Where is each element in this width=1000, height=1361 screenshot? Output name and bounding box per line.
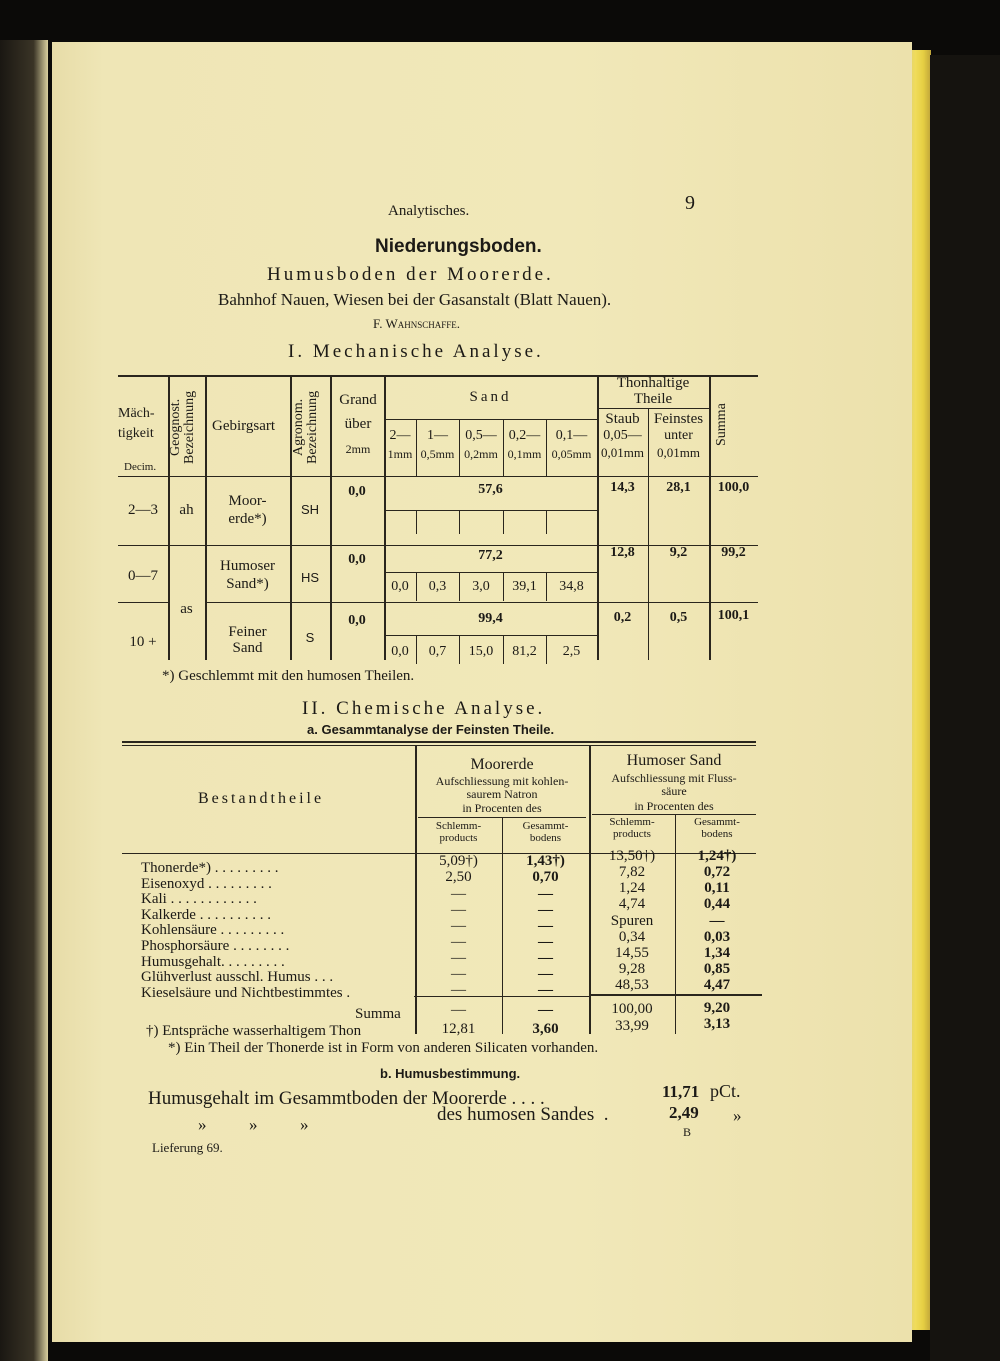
chem-row-name: Humusgehalt. . . . . . . . .: [141, 953, 285, 970]
chem-sub-rule-s: [592, 814, 756, 815]
col-thon-1: Thonhaltige: [616, 375, 690, 391]
row2-frac-5: 34,8: [559, 579, 584, 594]
col-geognost: Geognost. Bezeichnung: [168, 390, 197, 465]
chem-top-rule: [122, 741, 756, 743]
row1-sand-total: 57,6: [478, 482, 503, 497]
row3-frac-5: 2,5: [562, 644, 581, 659]
col-agronom: Agronom. Bezeichnung: [291, 390, 320, 465]
row3-feinstes: 0,5: [669, 610, 688, 625]
humus-unit-1: pCt.: [710, 1081, 741, 1101]
humus-ditto: » » »: [198, 1115, 309, 1134]
row3-frac-2: 0,7: [428, 644, 447, 659]
col-s1-a: 2—: [389, 428, 411, 443]
col-staub-2: 0,05—: [603, 428, 642, 443]
entspr-m2: 3,60: [532, 1021, 559, 1037]
col-decim: Decim.: [124, 461, 157, 473]
page-title: Niederungsboden.: [375, 236, 542, 257]
sand-desc-2: säure: [661, 784, 687, 798]
moor-desc-2: saurem Natron: [466, 787, 538, 801]
entspr-s2: 3,13: [703, 1016, 731, 1032]
chem-row-name: Eisenoxyd . . . . . . . . .: [141, 875, 272, 892]
col-staub-1: Staub: [605, 411, 640, 427]
row1-depth: 2—3: [128, 502, 158, 518]
summa-s2: 9,20: [703, 1000, 731, 1016]
chem-subheading: a. Gesammtanalyse der Feinsten Theile.: [307, 722, 555, 737]
sheet-signature: B: [683, 1125, 692, 1139]
row3-agr: S: [305, 630, 315, 645]
col-grand-2: über: [344, 416, 372, 432]
row2-art-1: Humoser: [220, 558, 275, 574]
chem-row-sand-schlemm: 4,74: [618, 896, 646, 912]
col-feinstes-1: Feinstes: [653, 411, 704, 427]
col-gebirgsart: Gebirgsart: [212, 418, 276, 434]
sand-col2-a: Gesammt-: [694, 816, 740, 828]
chem-row-sand-gesammt: 0,72: [703, 864, 731, 880]
humus-line-2: des humosen Sandes .: [437, 1104, 609, 1125]
mech-row2-bottom-b: [205, 602, 758, 603]
entspr-m1: 12,81: [441, 1021, 476, 1037]
sand-desc-1: Aufschliessung mit Fluss-: [611, 771, 737, 785]
col-s2-b: 0,5mm: [420, 447, 455, 461]
row3-frac-4: 81,2: [512, 644, 537, 659]
humus-unit-2: »: [733, 1106, 742, 1125]
col-s2-a: 1—: [427, 428, 448, 443]
chem-row-moor-gesammt: —: [538, 950, 553, 966]
moor-desc-1: Aufschliessung mit kohlen-: [435, 774, 569, 788]
chem-row-moor-gesammt: —: [538, 902, 553, 918]
row2-frac-2: 0,3: [428, 579, 447, 594]
chem-row-sand-schlemm: 1,24: [618, 880, 646, 896]
row1-geo: ah: [179, 502, 194, 518]
col-s3-a: 0,5—: [465, 428, 497, 443]
sand-title: Humoser Sand: [626, 752, 722, 769]
row3-frac-3: 15,0: [468, 644, 494, 659]
chem-row-moor-gesammt: —: [538, 934, 553, 950]
row1-grand: 0,0: [348, 484, 366, 499]
running-title: Analytisches.: [388, 203, 470, 219]
row2-sand-total: 77,2: [478, 548, 503, 563]
sand-desc-3: in Procenten des: [634, 799, 714, 813]
book-cover: [930, 55, 1000, 1361]
chem-row-sand-gesammt: 4,47: [703, 977, 731, 993]
row2-feinstes: 9,2: [669, 545, 688, 560]
entspr-label: †) Entspräche wasserhaltigem Thon: [146, 1023, 362, 1039]
col-staub-3: 0,01mm: [601, 445, 644, 460]
chem-row-moor-gesammt: 0,70: [532, 869, 559, 885]
chem-row-name: Thonerde*) . . . . . . . . .: [141, 860, 279, 876]
chem-heading: II. Chemische Analyse.: [302, 698, 546, 719]
chem-row-moor-gesammt: —: [538, 966, 553, 982]
chem-row-sand-gesammt: 1,34: [703, 945, 731, 961]
summa-m2: —: [538, 1002, 553, 1018]
mech-r1-sep-4: [546, 511, 547, 534]
page-number: 9: [685, 192, 695, 214]
row2-agr: HS: [300, 570, 320, 585]
col-s1-b: 1mm: [387, 447, 413, 461]
summa-label: Summa: [355, 1006, 401, 1022]
row1-agr: SH: [300, 502, 320, 517]
chem-row-moor-gesammt: —: [538, 982, 553, 998]
row1-staub: 14,3: [610, 480, 635, 495]
chem-row-name: Kali . . . . . . . . . . . .: [141, 891, 257, 908]
row2-staub: 12,8: [610, 545, 635, 560]
lieferung: Lieferung 69.: [152, 1140, 223, 1155]
row1-summa: 100,0: [717, 480, 750, 495]
row2-frac-1: 0,0: [391, 579, 409, 594]
chem-row-moor-schlemm: —: [451, 918, 466, 934]
mech-header-rule: [118, 476, 758, 477]
row2-summa: 99,2: [721, 545, 746, 560]
row2-depth: 0—7: [128, 568, 158, 584]
row2-frac-4: 39,1: [512, 579, 537, 594]
chem-row-name: Kohlensäure . . . . . . . . .: [141, 922, 285, 939]
humus-value-2: 2,49: [669, 1103, 699, 1122]
mech-row2-bottom: [118, 602, 170, 603]
mech-footnote: *) Geschlemmt mit den humosen Theilen.: [162, 668, 415, 684]
chem-row-sand-gesammt: 0,11: [704, 880, 730, 896]
humus-value-1: 11,71: [662, 1082, 700, 1101]
mech-thon-subrule: [597, 408, 709, 409]
chem-row-sand-gesammt: —: [709, 913, 725, 929]
moor-col1-a: Schlemm-: [435, 820, 482, 832]
row1-art-2: erde*): [228, 511, 267, 527]
col-feinstes-2: unter: [664, 428, 693, 443]
chem-row-moor-schlemm: 2,50: [445, 869, 472, 885]
moor-desc-3: in Procenten des: [462, 801, 542, 815]
chem-row-moor-gesammt: 1,43†): [526, 853, 565, 869]
row3-grand: 0,0: [348, 613, 366, 628]
moor-col2-a: Gesammt-: [522, 820, 569, 832]
col-sand: Sand: [469, 389, 512, 405]
col-s3-b: 0,2mm: [464, 447, 498, 461]
summa-s1: 100,00: [611, 1001, 653, 1017]
chem-row-moor-gesammt: —: [538, 886, 553, 902]
summa-m1: —: [451, 1002, 466, 1018]
chem-row-sand-schlemm: 13,50†): [608, 848, 656, 864]
mech-heading: I. Mechanische Analyse.: [288, 341, 544, 362]
chem-row-sand-schlemm: 0,34: [618, 929, 646, 945]
sand-col2-b: bodens: [701, 828, 733, 840]
col-summa: Summa: [714, 403, 729, 447]
row3-staub: 0,2: [613, 610, 632, 625]
chem-row-name: Kalkerde . . . . . . . . . .: [141, 906, 271, 923]
row3-geo-shared: as: [180, 601, 193, 617]
chem-row-name: Glühverlust ausschl. Humus . . .: [141, 969, 334, 986]
chem-row-moor-schlemm: —: [451, 950, 466, 966]
chem-row-sand-schlemm: 48,53: [615, 977, 649, 993]
moor-col2-b: bodens: [529, 832, 562, 844]
col-s4-a: 0,2—: [508, 428, 541, 443]
chem-row-sand-gesammt: 0,44: [703, 896, 731, 912]
chem-row-moor-schlemm: —: [451, 902, 466, 918]
col-bestandtheile: Bestandtheile: [198, 790, 325, 807]
row3-depth: 10 +: [129, 634, 157, 650]
row2-grand: 0,0: [348, 552, 366, 567]
chem-row-name: Kieselsäure und Nichtbestimmtes .: [141, 984, 351, 1001]
book-spine-left: [0, 40, 48, 1361]
row3-summa: 100,1: [717, 608, 750, 623]
mech-r1-sep-3: [503, 511, 504, 534]
col-thon-2: Theile: [633, 391, 673, 407]
chem-sum-rule-right: [590, 994, 762, 996]
row1-feinstes: 28,1: [666, 480, 691, 495]
row2-art-2: Sand*): [226, 576, 269, 592]
chem-row-moor-schlemm: —: [451, 886, 466, 902]
chem-footnote: *) Ein Theil der Thonerde ist in Form von anderen Silicaten vorhanden.: [168, 1040, 599, 1056]
chem-row-moor-schlemm: —: [451, 982, 466, 998]
row2-frac-3: 3,0: [472, 579, 490, 594]
chem-row-sand-gesammt: 1,24†): [697, 848, 737, 864]
row1-art-1: Moor-: [228, 493, 267, 509]
author-line: F. Wahnschaffe.: [373, 316, 460, 331]
chem-top-rule-2: [122, 745, 756, 746]
row3-art-1: Feiner: [228, 624, 267, 640]
humus-line-1: Humusgehalt im Gesammtboden der Moorerde . . . .: [148, 1088, 545, 1109]
chem-row-sand-schlemm: 7,82: [618, 864, 646, 880]
col-grand-1: Grand: [339, 392, 377, 408]
entspr-s1: 33,99: [615, 1018, 649, 1034]
location-line: Bahnhof Nauen, Wiesen bei der Gasanstalt (Blatt Nauen).: [218, 290, 612, 309]
col-feinstes-3: 0,01mm: [657, 445, 700, 460]
row3-art-2: Sand: [232, 640, 263, 656]
moor-col1-b: products: [439, 832, 478, 844]
col-s5-a: 0,1—: [555, 428, 588, 443]
chem-row-moor-schlemm: 5,09†): [439, 853, 478, 869]
col-maechtigkeit: Mäch-tigkeit: [118, 406, 155, 441]
chem-row-sand-gesammt: 0,85: [703, 961, 731, 977]
chem-row-moor-schlemm: —: [451, 966, 466, 982]
sand-col1-b: products: [613, 828, 651, 840]
section-subtitle: Humusboden der Moorerde.: [267, 264, 554, 285]
moor-title: Moorerde: [470, 756, 534, 773]
col-grand-3: 2mm: [345, 442, 371, 456]
row3-frac-1: 0,0: [391, 644, 409, 659]
col-s5-b: 0,05mm: [551, 447, 592, 461]
chem-row-moor-gesammt: —: [538, 918, 553, 934]
col-s4-b: 0,1mm: [507, 447, 542, 461]
chem-row-moor-schlemm: —: [451, 934, 466, 950]
row3-sand-total: 99,4: [478, 611, 503, 626]
mech-r1-sep-2: [459, 511, 460, 534]
sand-col1-a: Schlemm-: [609, 816, 655, 828]
humus-heading: b. Humusbestimmung.: [380, 1066, 521, 1081]
chem-row-sand-schlemm: Spuren: [610, 913, 654, 929]
chem-row-name: Phosphorsäure . . . . . . . .: [141, 938, 290, 954]
chem-row-sand-schlemm: 14,55: [615, 945, 649, 961]
chem-row-sand-schlemm: 9,28: [618, 961, 646, 977]
chem-row-sand-gesammt: 0,03: [703, 929, 731, 945]
mech-r1-sep-1: [416, 511, 417, 534]
